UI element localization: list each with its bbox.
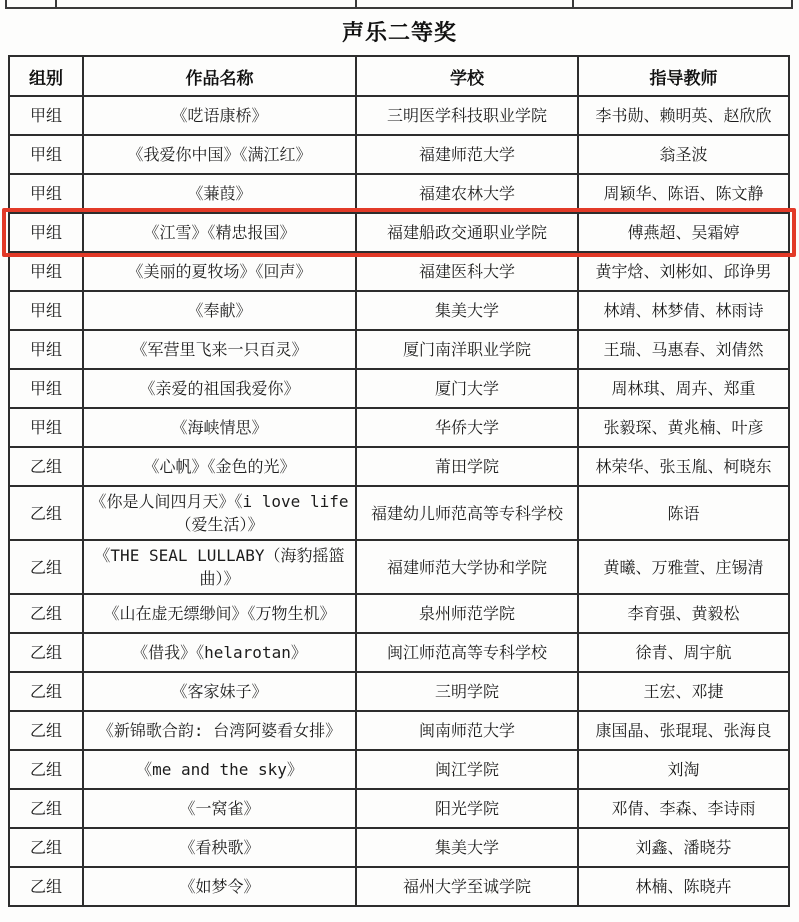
cell-group: 甲组 <box>9 330 83 369</box>
cell-work: 《看秧歌》 <box>83 828 356 867</box>
cell-school: 福建医科大学 <box>356 252 578 291</box>
table-row <box>9 789 789 828</box>
cell-teachers: 林靖、林梦倩、林雨诗 <box>578 291 789 330</box>
cell-teachers: 傅燕超、吴霜婷 <box>578 213 789 252</box>
cell-group: 乙组 <box>9 486 83 540</box>
table-row <box>9 213 789 252</box>
cell-group: 乙组 <box>9 540 83 594</box>
cell-teachers: 李育强、黄毅松 <box>578 594 789 633</box>
table-row <box>9 447 789 486</box>
cell-work: 《THE SEAL LULLABY（海豹摇篮曲）》 <box>83 540 356 594</box>
cell-work: 《军营里飞来一只百灵》 <box>83 330 356 369</box>
cell-school: 福建幼儿师范高等专科学校 <box>356 486 578 540</box>
cell-school: 华侨大学 <box>356 408 578 447</box>
cell-group: 乙组 <box>9 828 83 867</box>
cell-work: 《你是人间四月天》《i love life（爱生活）》 <box>83 486 356 540</box>
cell-work: 《奉献》 <box>83 291 356 330</box>
table-row <box>9 750 789 789</box>
header-cell-teachers: 指导教师 <box>578 56 789 96</box>
table-row <box>9 828 789 867</box>
cell-teachers: 陈语 <box>578 486 789 540</box>
table-row <box>9 252 789 291</box>
cell-group: 甲组 <box>9 135 83 174</box>
cell-school: 阳光学院 <box>356 789 578 828</box>
cell-group: 甲组 <box>9 96 83 135</box>
cell-school: 集美大学 <box>356 291 578 330</box>
cell-school: 福州大学至诚学院 <box>356 867 578 906</box>
cell-teachers: 黄宇焓、刘彬如、邱诤男 <box>578 252 789 291</box>
cell-work: 《蒹葭》 <box>83 174 356 213</box>
cell-group: 乙组 <box>9 789 83 828</box>
cell-group: 甲组 <box>9 174 83 213</box>
cell-school: 三明学院 <box>356 672 578 711</box>
cell-work: 《借我》《helarotan》 <box>83 633 356 672</box>
cell-teachers: 刘鑫、潘晓芬 <box>578 828 789 867</box>
table-row <box>9 96 789 135</box>
table-row <box>9 369 789 408</box>
cell-group: 甲组 <box>9 213 83 252</box>
table-row <box>9 540 789 594</box>
table-border-stub <box>55 0 57 7</box>
table-row <box>9 408 789 447</box>
table-row <box>9 594 789 633</box>
cell-group: 乙组 <box>9 867 83 906</box>
cell-work: 《江雪》《精忠报国》 <box>83 213 356 252</box>
table-row <box>9 291 789 330</box>
table-row <box>9 633 789 672</box>
cell-teachers: 周林琪、周卉、郑重 <box>578 369 789 408</box>
header-cell-group: 组别 <box>9 56 83 96</box>
cell-work: 《如梦令》 <box>83 867 356 906</box>
cell-school: 闽南师范大学 <box>356 711 578 750</box>
cell-school: 福建船政交通职业学院 <box>356 213 578 252</box>
cell-work: 《新锦歌合韵: 台湾阿婆看女排》 <box>83 711 356 750</box>
table-row <box>9 486 789 540</box>
awards-table <box>8 55 790 907</box>
header-cell-work: 作品名称 <box>83 56 356 96</box>
cell-teachers: 康国晶、张琨琨、张海良 <box>578 711 789 750</box>
table-border-stub <box>572 0 574 7</box>
page-title: 声乐二等奖 <box>341 20 457 45</box>
cell-group: 甲组 <box>9 408 83 447</box>
table-row <box>9 330 789 369</box>
cell-group: 甲组 <box>9 291 83 330</box>
cell-group: 甲组 <box>9 369 83 408</box>
cell-teachers: 林楠、陈晓卉 <box>578 867 789 906</box>
cell-work: 《美丽的夏牧场》《回声》 <box>83 252 356 291</box>
cell-work: 《客家妹子》 <box>83 672 356 711</box>
table-row <box>9 672 789 711</box>
header-cell-school: 学校 <box>356 56 578 96</box>
table-row <box>9 711 789 750</box>
cell-group: 乙组 <box>9 594 83 633</box>
cell-teachers: 王宏、邓捷 <box>578 672 789 711</box>
cell-teachers: 黄曦、万雅萱、庄锡清 <box>578 540 789 594</box>
cell-teachers: 徐青、周宇航 <box>578 633 789 672</box>
table-header-row <box>9 56 789 96</box>
table-border-stub <box>355 0 357 7</box>
cell-school: 闽江学院 <box>356 750 578 789</box>
cell-group: 乙组 <box>9 711 83 750</box>
table-row <box>9 867 789 906</box>
previous-table-remnant <box>5 0 793 9</box>
cell-group: 乙组 <box>9 633 83 672</box>
cell-work: 《呓语康桥》 <box>83 96 356 135</box>
cell-teachers: 周颖华、陈语、陈文静 <box>578 174 789 213</box>
cell-work: 《我爱你中国》《满江红》 <box>83 135 356 174</box>
cell-work: 《me and the sky》 <box>83 750 356 789</box>
cell-school: 福建师范大学协和学院 <box>356 540 578 594</box>
cell-group: 乙组 <box>9 447 83 486</box>
cell-teachers: 张毅琛、黄兆楠、叶彦 <box>578 408 789 447</box>
table-border-stub <box>5 0 7 7</box>
table-body <box>9 96 789 906</box>
cell-work: 《亲爱的祖国我爱你》 <box>83 369 356 408</box>
cell-teachers: 刘淘 <box>578 750 789 789</box>
cell-work: 《一窝雀》 <box>83 789 356 828</box>
cell-group: 乙组 <box>9 672 83 711</box>
cell-teachers: 翁圣波 <box>578 135 789 174</box>
cell-school: 泉州师范学院 <box>356 594 578 633</box>
cell-teachers: 林荣华、张玉胤、柯晓东 <box>578 447 789 486</box>
cell-teachers: 邓倩、李森、李诗雨 <box>578 789 789 828</box>
cell-school: 福建农林大学 <box>356 174 578 213</box>
cell-teachers: 王瑞、马惠春、刘倩然 <box>578 330 789 369</box>
cell-work: 《山在虚无缥缈间》《万物生机》 <box>83 594 356 633</box>
cell-work: 《海峡情思》 <box>83 408 356 447</box>
cell-school: 厦门南洋职业学院 <box>356 330 578 369</box>
table-row <box>9 135 789 174</box>
cell-group: 乙组 <box>9 750 83 789</box>
cell-school: 福建师范大学 <box>356 135 578 174</box>
cell-work: 《心帆》《金色的光》 <box>83 447 356 486</box>
cell-school: 莆田学院 <box>356 447 578 486</box>
cell-school: 闽江师范高等专科学校 <box>356 633 578 672</box>
table-row <box>9 174 789 213</box>
cell-group: 甲组 <box>9 252 83 291</box>
cell-school: 集美大学 <box>356 828 578 867</box>
cell-school: 三明医学科技职业学院 <box>356 96 578 135</box>
cell-school: 厦门大学 <box>356 369 578 408</box>
cell-teachers: 李书勋、赖明英、赵欣欣 <box>578 96 789 135</box>
table-border-stub <box>791 0 793 7</box>
